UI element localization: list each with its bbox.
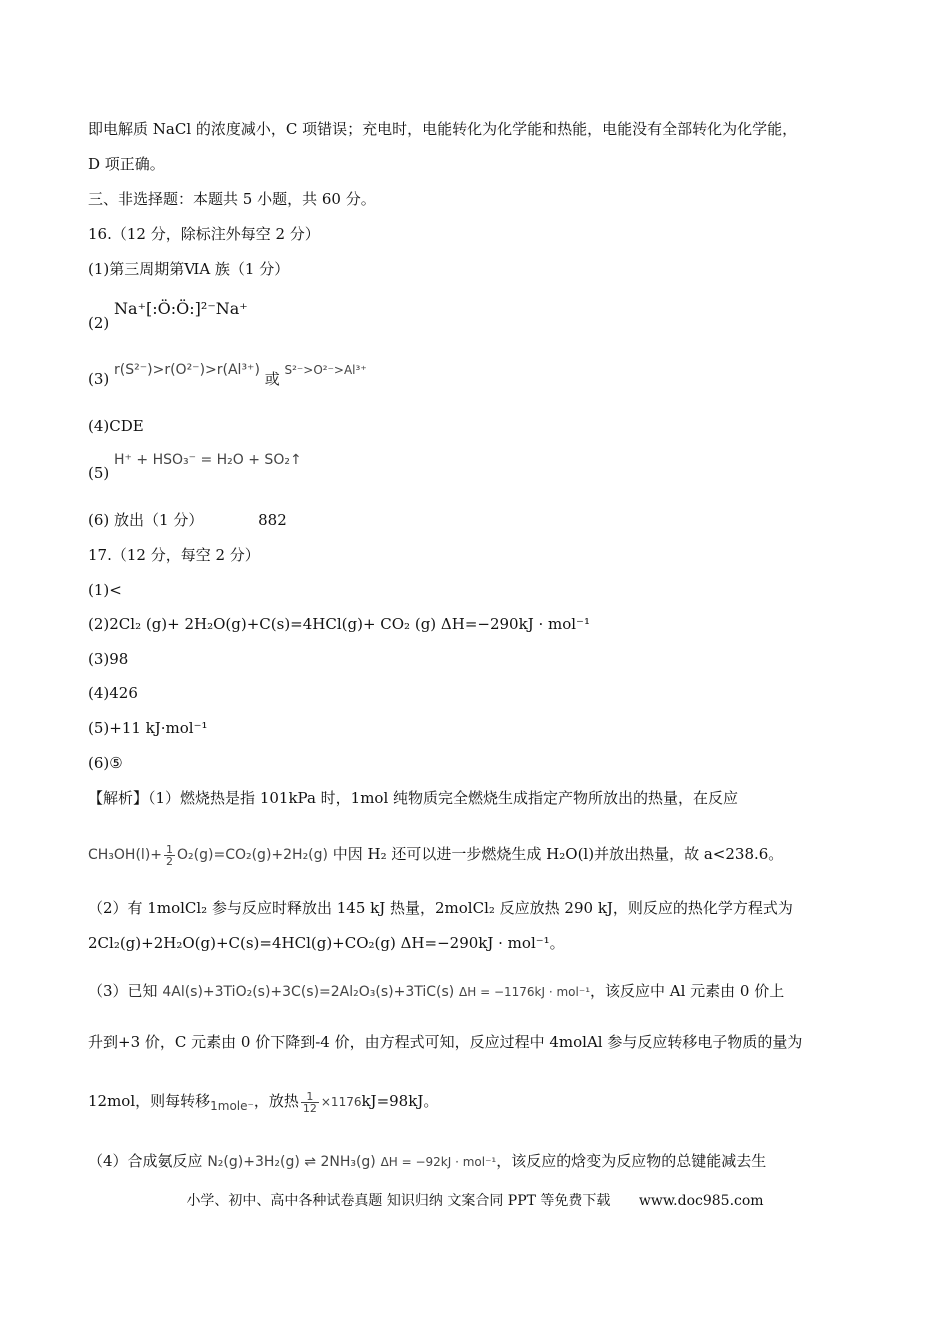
answer-line: (6)⑤ [88, 754, 123, 772]
explanation-line [88, 843, 868, 867]
explanation-line: 2Cl₂(g)+2H₂O(g)+C(s)=4HCl(g)+CO₂(g) ΔH=−290kJ · mol⁻¹。 [88, 934, 565, 952]
answer-label: (2) [88, 314, 110, 332]
explanation-line: （2）有 1molCl₂ 参与反应时释放出 145 kJ 热量，2molCl₂ 反应放热 290 kJ，则反应的热化学方程式为 [88, 899, 793, 917]
answer-label: (3) [88, 370, 110, 388]
answer-line [88, 509, 287, 531]
answer-text: (6) 放出（1 分） [88, 511, 204, 529]
combustion-equation-a: CH₃OH(l)+ [88, 847, 163, 863]
electron-formula: Na⁺[:Ö:Ö:]²⁻Na⁺ [114, 299, 248, 318]
radius-equation: r(S²⁻)>r(O²⁻)>r(Al³⁺) [114, 362, 260, 378]
ion-equation: S²⁻>O²⁻>Al³⁺ [284, 363, 367, 377]
explanation-line [88, 980, 868, 1003]
page-footer [0, 1190, 950, 1210]
explanation-text: ，放热 [253, 1092, 299, 1110]
fraction: $\frac{1}{12}$ [302, 1089, 317, 1115]
or-text: 或 [264, 370, 280, 388]
explanation-text: 12mol，则每转移 [88, 1092, 211, 1110]
explanation-line [88, 1090, 868, 1114]
enthalpy-value: ΔH = −1176kJ · mol⁻¹ [459, 985, 590, 999]
answer-line: (4)CDE [88, 417, 144, 435]
answer-line: (5)+11 kJ·mol⁻¹ [88, 719, 208, 737]
explanation-text: kJ=98kJ。 [361, 1092, 439, 1110]
combustion-equation-b: O₂(g)=CO₂(g)+2H₂(g) [177, 847, 328, 863]
answer-line [88, 448, 302, 482]
explanation-text: （4）合成氨反应 [88, 1152, 203, 1170]
answer-value: 882 [258, 511, 287, 529]
answer-line [88, 298, 248, 332]
electron-amount: 1mole⁻ [210, 1099, 254, 1113]
multiplier: ×1176 [320, 1095, 362, 1109]
explanation-line [88, 1150, 868, 1173]
explanation-text: ，该反应中 Al 元素由 0 价上 [590, 982, 785, 1000]
explanation-text: ，该反应的焓变为反应物的总键能减去生 [496, 1152, 767, 1170]
fraction: $\frac{1}{2}$ [166, 842, 174, 868]
answer-line: (1)第三周期第ⅥA 族（1 分） [88, 260, 290, 278]
answer-line: (4)426 [88, 684, 138, 702]
question-heading: 17.（12 分，每空 2 分） [88, 546, 260, 564]
text-line: D 项正确。 [88, 155, 165, 173]
question-heading: 16.（12 分，除标注外每空 2 分） [88, 225, 320, 243]
answer-line: (2)2Cl₂ (g)+ 2H₂O(g)+C(s)=4HCl(g)+ CO₂ (g) ΔH=−290kJ · mol⁻¹ [88, 615, 590, 633]
footer-text: 小学、初中、高中各种试卷真题 知识归纳 文案合同 PPT 等免费下载 [186, 1193, 611, 1209]
ion-reaction-equation: H⁺ + HSO₃⁻ = H₂O + SO₂↑ [114, 452, 302, 468]
thermite-equation: 4Al(s)+3TiO₂(s)+3C(s)=2Al₂O₃(s)+3TiC(s) [162, 984, 455, 1000]
answer-line [88, 358, 367, 388]
footer-website: www.doc985.com [638, 1193, 764, 1209]
answer-label: (5) [88, 464, 110, 482]
text-line: 即电解质 NaCl 的浓度减小，C 项错误；充电时，电能转化为化学能和热能，电能没有全部转化为化学能， [88, 120, 798, 138]
ammonia-equation: N₂(g)+3H₂(g) ⇌ 2NH₃(g) [207, 1154, 376, 1170]
answer-line: (1)< [88, 581, 122, 599]
explanation-text: （3）已知 [88, 982, 158, 1000]
explanation-line: 【解析】（1）燃烧热是指 101kPa 时，1mol 纯物质完全燃烧生成指定产物所放出的热量，在反应 [88, 789, 739, 807]
answer-line: (3)98 [88, 650, 129, 668]
explanation-text: 中因 H₂ 还可以进一步燃烧生成 H₂O(l)并放出热量，故 a<238.6。 [332, 845, 784, 863]
enthalpy-value: ΔH = −92kJ · mol⁻¹ [380, 1155, 497, 1169]
explanation-line: 升到+3 价，C 元素由 0 价下降到-4 价，由方程式可知，反应过程中 4molAl 参与反应转移电子物质的量为 [88, 1033, 803, 1051]
section-heading: 三、非选择题：本题共 5 小题，共 60 分。 [88, 190, 376, 208]
